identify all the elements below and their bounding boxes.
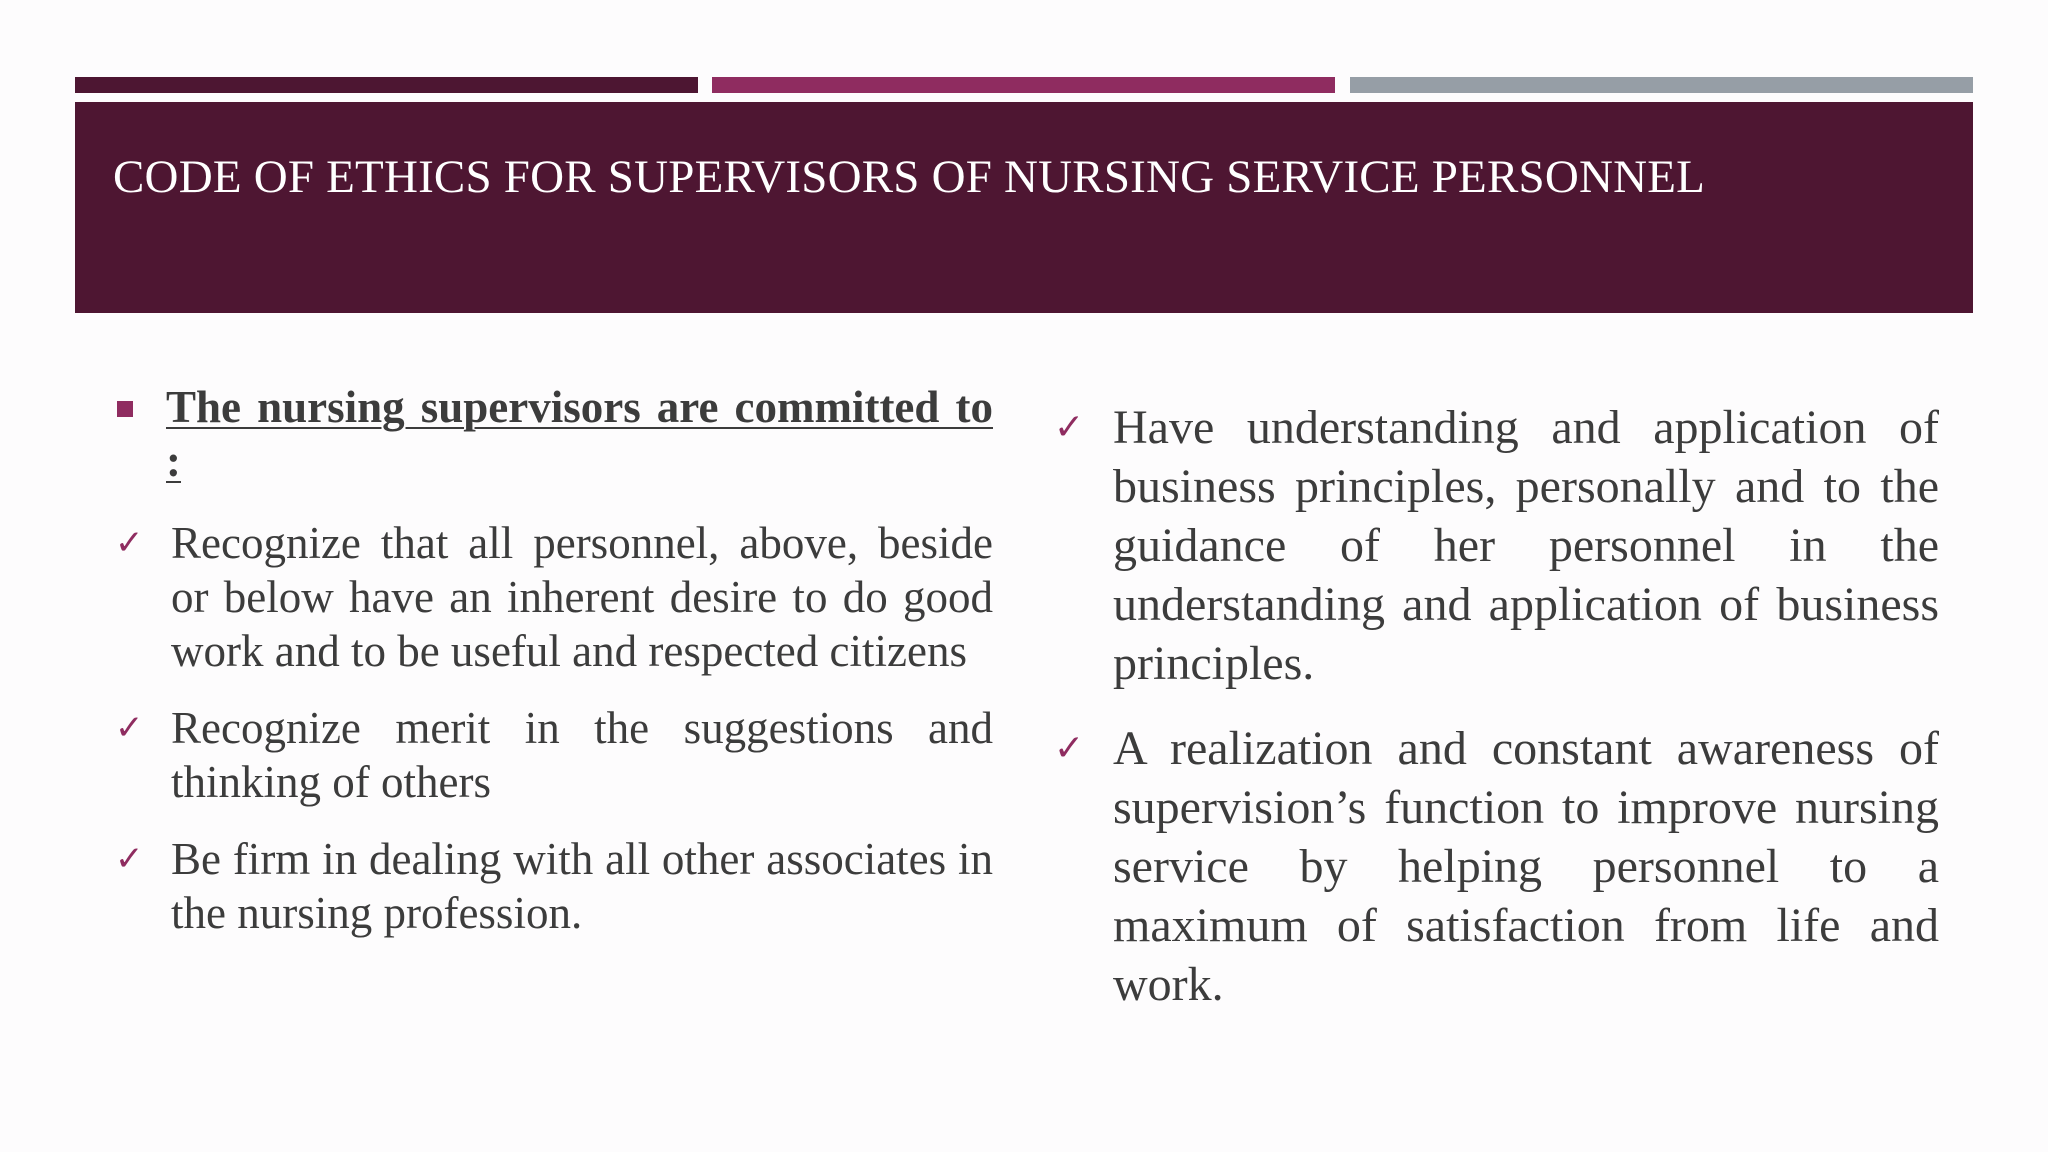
list-item-text: Recognize that all personnel, above, beside or below have an inherent desire to do good work and to be useful and respected citizens [171,518,993,676]
list-item [113,701,993,809]
list-heading-text: The nursing supervisors are committed to : [166,382,993,486]
list-item [1052,398,1939,693]
list-item-text: Be firm in dealing with all other associates in the nursing profession. [171,834,993,938]
list-heading [113,380,993,488]
checkmark-icon: ✓ [1054,407,1085,448]
accent-bar-gray [1350,77,1973,93]
accent-bar-magenta [712,77,1335,93]
list-item [1052,719,1939,1014]
square-bullet-icon [117,401,133,417]
list-item-text: A realization and constant awareness of supervision’s function to improve nursing service by helping personnel to a maximum of satisfaction from life and work. [1113,722,1939,1011]
checkmark-icon: ✓ [115,839,144,879]
checkmark-icon: ✓ [115,708,144,748]
list-item [113,832,993,940]
checkmark-icon: ✓ [115,523,144,563]
list-item-text: Have understanding and application of business principles, personally and to the guidance of her personnel in the understanding and application of business principles. [1113,401,1939,690]
right-column [1052,398,1939,1040]
title-band [75,102,1973,313]
slide-title: CODE OF ETHICS FOR SUPERVISORS OF NURSING SERVICE PERSONNEL [113,151,1706,203]
accent-bar-dark [75,77,698,93]
checkmark-icon: ✓ [1054,728,1085,769]
left-column [113,380,993,963]
list-item [113,516,993,678]
list-item-text: Recognize merit in the suggestions and thinking of others [171,703,993,807]
